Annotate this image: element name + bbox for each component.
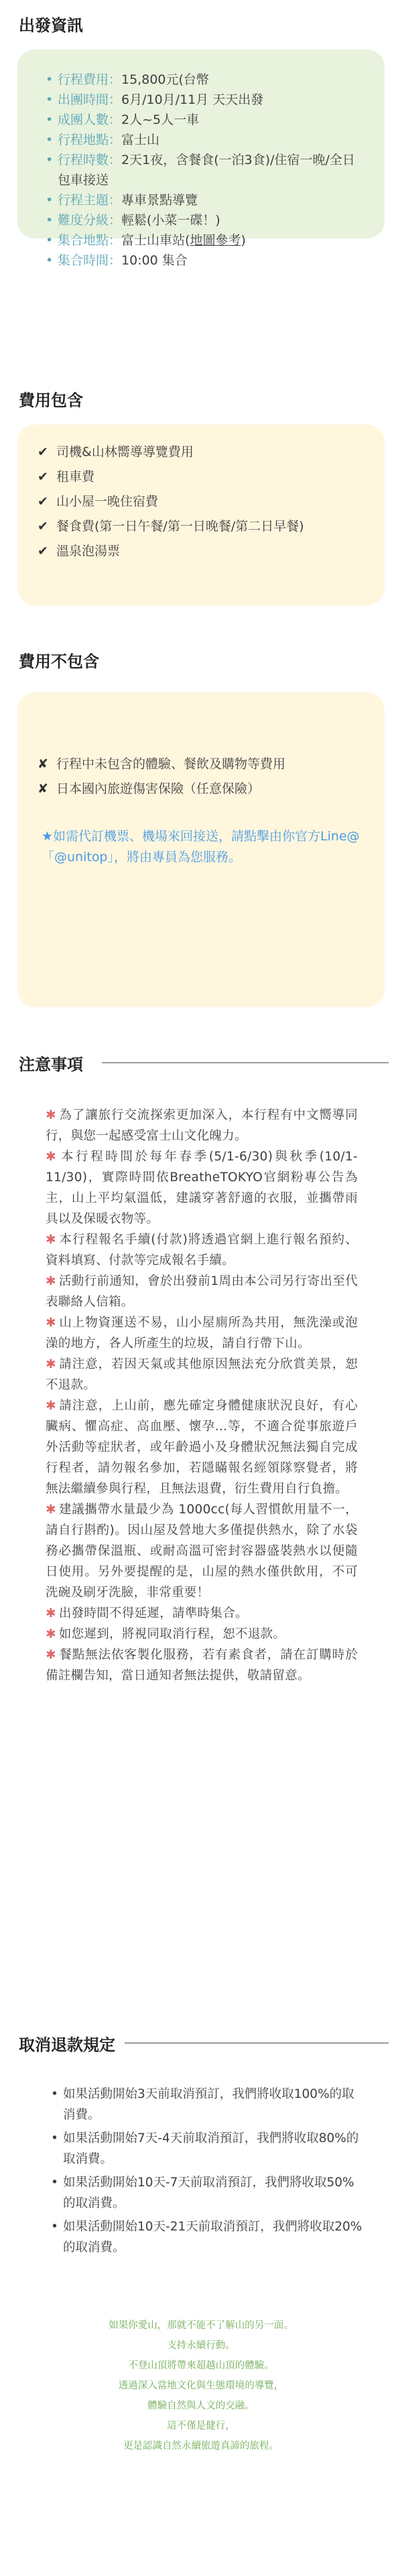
included-card [17,425,385,605]
check-icon: ✔ [38,519,48,534]
notice-item [46,1146,358,1229]
notice-item [46,1395,358,1499]
notice-divider [102,1062,389,1063]
included-item [38,541,364,561]
departure-item-label: 行程費用： [58,72,122,87]
excluded-section [0,636,402,1011]
excluded-title: 費用不包含 [0,636,402,684]
footer-line: 體驗自然與人文的交融。 [147,2401,255,2411]
notice-item-text: 山上物資運送不易，山小屋廁所為共用，無洗澡或泡澡的地方，各人所產生的垃圾，請自行帶下山。 [46,1316,358,1351]
check-icon: ✔ [38,544,48,558]
included-item [38,491,364,512]
asterisk-icon: ✱ [46,1108,56,1122]
asterisk-icon: ✱ [46,1606,56,1620]
excluded-item [38,754,364,774]
notice-item-text: 出發時間不得延遲，請準時集合。 [58,1606,248,1620]
departure-item-value: 6月/10月/11月 天天出發 [121,92,264,107]
notice-item [46,1229,358,1271]
notice-item [46,1499,358,1603]
departure-item [46,250,362,271]
departure-item-value: 2天1夜，含餐食(一泊3食)/住宿一晚/全日包車接送 [58,153,355,187]
departure-item-label: 出團時間： [58,92,122,107]
departure-item-value: 富士山 [121,133,160,147]
departure-item-value: 專車景點導覽 [121,193,198,208]
notice-item-text: 請注意，上山前，應先確定身體健康狀況良好，有心臟病、懼高症、高血壓、懷孕...等，不適合從事旅遊戶外活動等症狀者，或年齡過小及身體狀況無法獨自完成行程者，請勿報名參加，若隱瞞報名經領隊察覺者，將無法繼續參與行程，且無法退費，衍生費用自行負擔。 [46,1399,358,1496]
check-icon: ✔ [38,445,48,459]
notice-title: 注意事項 [19,1055,83,1074]
cross-icon: ✘ [38,781,48,796]
cross-icon: ✘ [38,757,48,771]
departure-item [46,90,362,110]
excluded-item-text: 行程中未包含的體驗、餐飲及購物等費用 [56,757,286,771]
departure-section [0,0,402,268]
check-icon: ✔ [38,469,48,484]
notice-item-text: 請注意，若因天氣或其他原因無法充分欣賞美景，恕不退款。 [46,1357,358,1392]
departure-item-label: 集合地點： [58,233,122,248]
included-item-text: 山小屋一晚住宿費 [56,494,159,509]
included-list [17,425,385,579]
notice-item [46,1105,358,1146]
asterisk-icon: ✱ [46,1399,56,1413]
departure-item-value: 15,800元(台幣 [121,72,209,87]
footer-line: 這不僅是健行， [167,2421,235,2431]
included-item-text: 租車費 [56,469,95,484]
departure-item-label: 集合時間： [58,253,122,268]
departure-item [46,230,362,250]
excluded-note: ★如需代訂機票、機場來回接送，請點擊由你官方Line@「@unitop」，將由專員為您服務。 [42,829,360,864]
asterisk-icon: ✱ [46,1503,56,1517]
footer-message [0,2316,402,2456]
map-reference-link[interactable]: 地圖參考 [190,233,241,248]
asterisk-icon: ✱ [46,1274,56,1288]
included-section [0,375,402,629]
departure-item-label: 行程時數： [58,153,122,167]
asterisk-icon: ✱ [46,1150,56,1164]
cancellation-item: • 如果活動開始10天-21天前取消預訂，我們將收取20%的取消費。 [51,2216,366,2258]
departure-item [46,130,362,150]
departure-title: 出發資訊 [0,0,402,48]
included-item [38,516,364,536]
notice-item-text: 為了讓旅行交流探索更加深入，本行程有中文嚮導同行，與您一起感受富士山文化魄力。 [46,1108,358,1143]
footer-line: 透過深入當地文化與生態環境的導覽， [118,2380,284,2391]
departure-card [17,50,385,268]
notice-item [46,1354,358,1395]
notice-item [46,1603,358,1624]
notice-item-text: 建議攜帶水量最少為 1000cc(每人習慣飲用量不一，請自行斟酌)。因山屋及營地大多僅提供熱水，除了水袋務必攜帶保溫瓶、或耐高溫可密封容器盛裝熱水以便隨日使用。另外要提醒的是，山屋的熱水僅供飲用，不可洗碗及刷牙洗臉，非常重要！ [46,1503,358,1600]
cancellation-item: • 如果活動開始7天-4天前取消預訂，我們將收取80%的取消費。 [51,2128,366,2170]
notice-item-text: 如您遲到，將視同取消行程，恕不退款。 [58,1627,286,1641]
cancellation-item: • 如果活動開始3天前取消預訂，我們將收取100%的取消費。 [51,2084,366,2125]
notice-list [46,1105,358,1686]
footer-line: 不登山頂將帶來超越山頂的體驗。 [128,2360,274,2371]
departure-item [46,110,362,130]
excluded-item-text: 日本國內旅遊傷害保險（任意保險） [56,781,261,796]
cancellation-divider [125,2042,389,2044]
departure-item-label: 行程主題： [58,193,122,208]
footer-line: 如果你愛山，那就不能不了解山的另一面。 [109,2320,293,2331]
departure-item-label: 難度分級： [58,213,122,228]
notice-item-text: 活動行前通知，會於出發前1周由本公司另行寄出至代表聯絡人信箱。 [46,1274,358,1309]
check-icon: ✔ [38,494,48,509]
cancellation-item: • 如果活動開始10天-7天前取消預訂，我們將收取50%的取消費。 [51,2172,366,2214]
excluded-item [38,779,364,799]
departure-item-value: 2人~5人一車 [121,112,200,127]
notice-item [46,1312,358,1354]
notice-item [46,1645,358,1686]
cancellation-title: 取消退款規定 [19,2036,115,2054]
departure-item [46,190,362,210]
departure-info-list [17,50,385,287]
included-item [38,467,364,487]
asterisk-icon: ✱ [46,1233,56,1247]
excluded-card [17,692,385,1007]
included-item-text: 餐食費(第一日午餐/第一日晚餐/第二日早餐) [56,519,304,534]
notice-item-text: 本行程時間於每年春季(5/1-6/30)與秋季(10/1-11/30)，實際時間依BreatheTOKYO官網粉專公告為主，山上平均氣溫低，建議穿著舒適的衣服，並攜帶雨具以及保暖衣物等。 [46,1150,358,1226]
footer-line: 支持永續行動。 [167,2340,235,2351]
asterisk-icon: ✱ [46,1627,56,1641]
departure-item-value: 10:00 集合 [121,253,188,268]
departure-item [46,70,362,90]
included-item-text: 司機&山林嚮導導覽費用 [56,445,194,459]
included-title: 費用包含 [0,375,402,423]
notice-item [46,1271,358,1312]
departure-item [46,210,362,230]
included-item-text: 溫泉泡湯票 [56,544,121,558]
notice-item [46,1624,358,1645]
excluded-list [17,692,385,817]
cancellation-list [51,2084,366,2261]
notice-item-text: 本行程報名手續(付款)將透過官網上進行報名預約、資料填寫、付款等完成報名手續。 [46,1233,358,1268]
notice-item-text: 餐點無法依客製化服務，若有素食者，請在訂購時於備註欄告知，當日通知者無法提供，敬請留意。 [46,1648,358,1683]
footer-line: 更是認識自然永續旅遊真諦的旅程。 [123,2441,279,2451]
asterisk-icon: ✱ [46,1316,56,1330]
asterisk-icon: ✱ [46,1648,56,1662]
departure-item-label: 行程地點： [58,133,122,147]
departure-item [46,150,362,190]
asterisk-icon: ✱ [46,1357,56,1371]
departure-item-value: 輕鬆(小菜一碟！) [121,213,220,228]
departure-item-value: 富士山車站( [121,233,190,248]
departure-item-suffix: ) [241,233,246,248]
departure-item-label: 成團人數： [58,112,122,127]
included-item [38,442,364,462]
